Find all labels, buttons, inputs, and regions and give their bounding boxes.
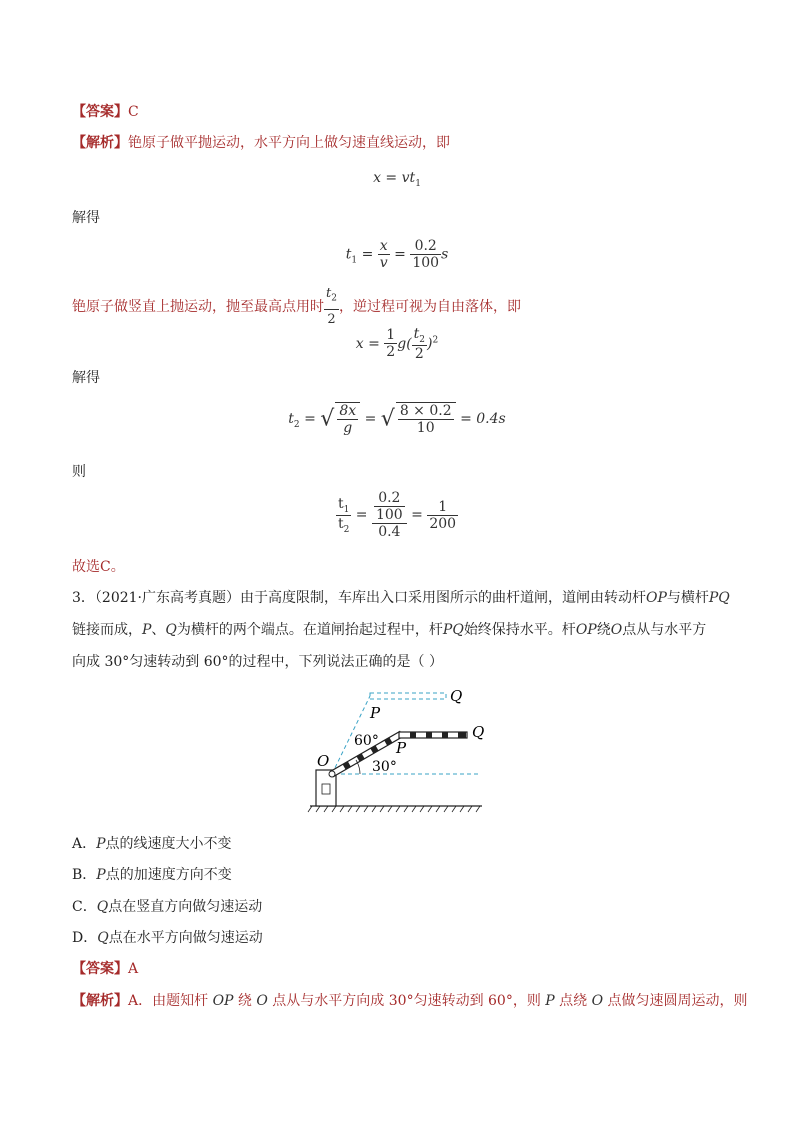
label-q-top: Q (450, 687, 463, 705)
analysis-line-3: 【解析】A．由题知杆 OP 绕 O 点从与水平方向成 30°匀速转动到 60°，则 P 点绕 O 点做匀速圆周运动，则 (72, 993, 748, 1009)
option-c[interactable]: C．Q点在竖直方向做匀速运动 (72, 899, 263, 915)
equation-4: $t_2$ = √ $\frac{8x}{g}$ = √ $\frac{8 \times 0.2}{10}$ = 0.4s (288, 403, 506, 436)
answer-tag: 【答案】 (72, 104, 128, 120)
label-p-top: P (370, 704, 381, 722)
label-angle-60: 60° (354, 733, 379, 749)
label-angle-30: 30° (372, 759, 397, 775)
analysis-line-2 (72, 284, 521, 330)
solve-text-2: 解得 (72, 370, 100, 386)
label-q-low: Q (472, 723, 485, 741)
solve-text-1: 解得 (72, 210, 100, 226)
choose-text: 故选C。 (72, 559, 125, 575)
option-a[interactable]: A．P点的线速度大小不变 (72, 836, 232, 852)
text-2b: ，逆过程可视为自由落体，即 (338, 298, 521, 315)
question-3-line-2: 链接而成，P、Q为横杆的两个端点。在道闸抬起过程中，杆PQ始终保持水平。杆OP绕O点从与水平方 (72, 622, 707, 638)
question-3-line-1: 3．（2021·广东高考真题）由于高度限制，车库出入口采用图所示的曲杆道闸，道闸由转动杆OP与横杆PQ (72, 590, 730, 606)
answer-line-1 (72, 102, 139, 122)
inline-frac: $\frac{t_2}{2}$ (324, 284, 339, 330)
option-d[interactable]: D．Q点在水平方向做匀速运动 (72, 930, 263, 946)
then-text: 则 (72, 464, 86, 480)
barrier-gate-figure (300, 682, 500, 814)
answer-value: C (128, 104, 139, 120)
answer-line-2: 【答案】A (72, 961, 139, 977)
analysis-tag: 【解析】 (72, 135, 128, 151)
label-o: O (317, 752, 330, 770)
option-b[interactable]: B．P点的加速度方向不变 (72, 867, 232, 883)
text-2a: 铯原子做竖直上抛运动，抛至最高点用时 (72, 298, 324, 315)
analysis-line-1 (72, 133, 450, 153)
bar-pq (399, 732, 467, 738)
equation-5: $\frac{t_1}{t_2}$ = $\frac{\frac{0.2}{100}}{0.4}$ = $\frac{1}{200}$ (337, 490, 457, 540)
equation-2: $t_1$ = $\frac{x}{v}$ = $\frac{0.2}{100}$ s (345, 238, 449, 271)
equation-1: $x = vt_1$ (373, 170, 421, 189)
equation-3: x = $\frac{1}{2}$ g( $\frac{t_2}{2}$ )$^2$ (355, 326, 439, 362)
label-p-low: P (396, 739, 407, 757)
question-3-line-3: 向成 30°匀速转动到 60°的过程中，下列说法正确的是（ ） (72, 654, 443, 670)
analysis-text: 铯原子做平抛运动，水平方向上做匀速直线运动，即 (128, 135, 450, 151)
